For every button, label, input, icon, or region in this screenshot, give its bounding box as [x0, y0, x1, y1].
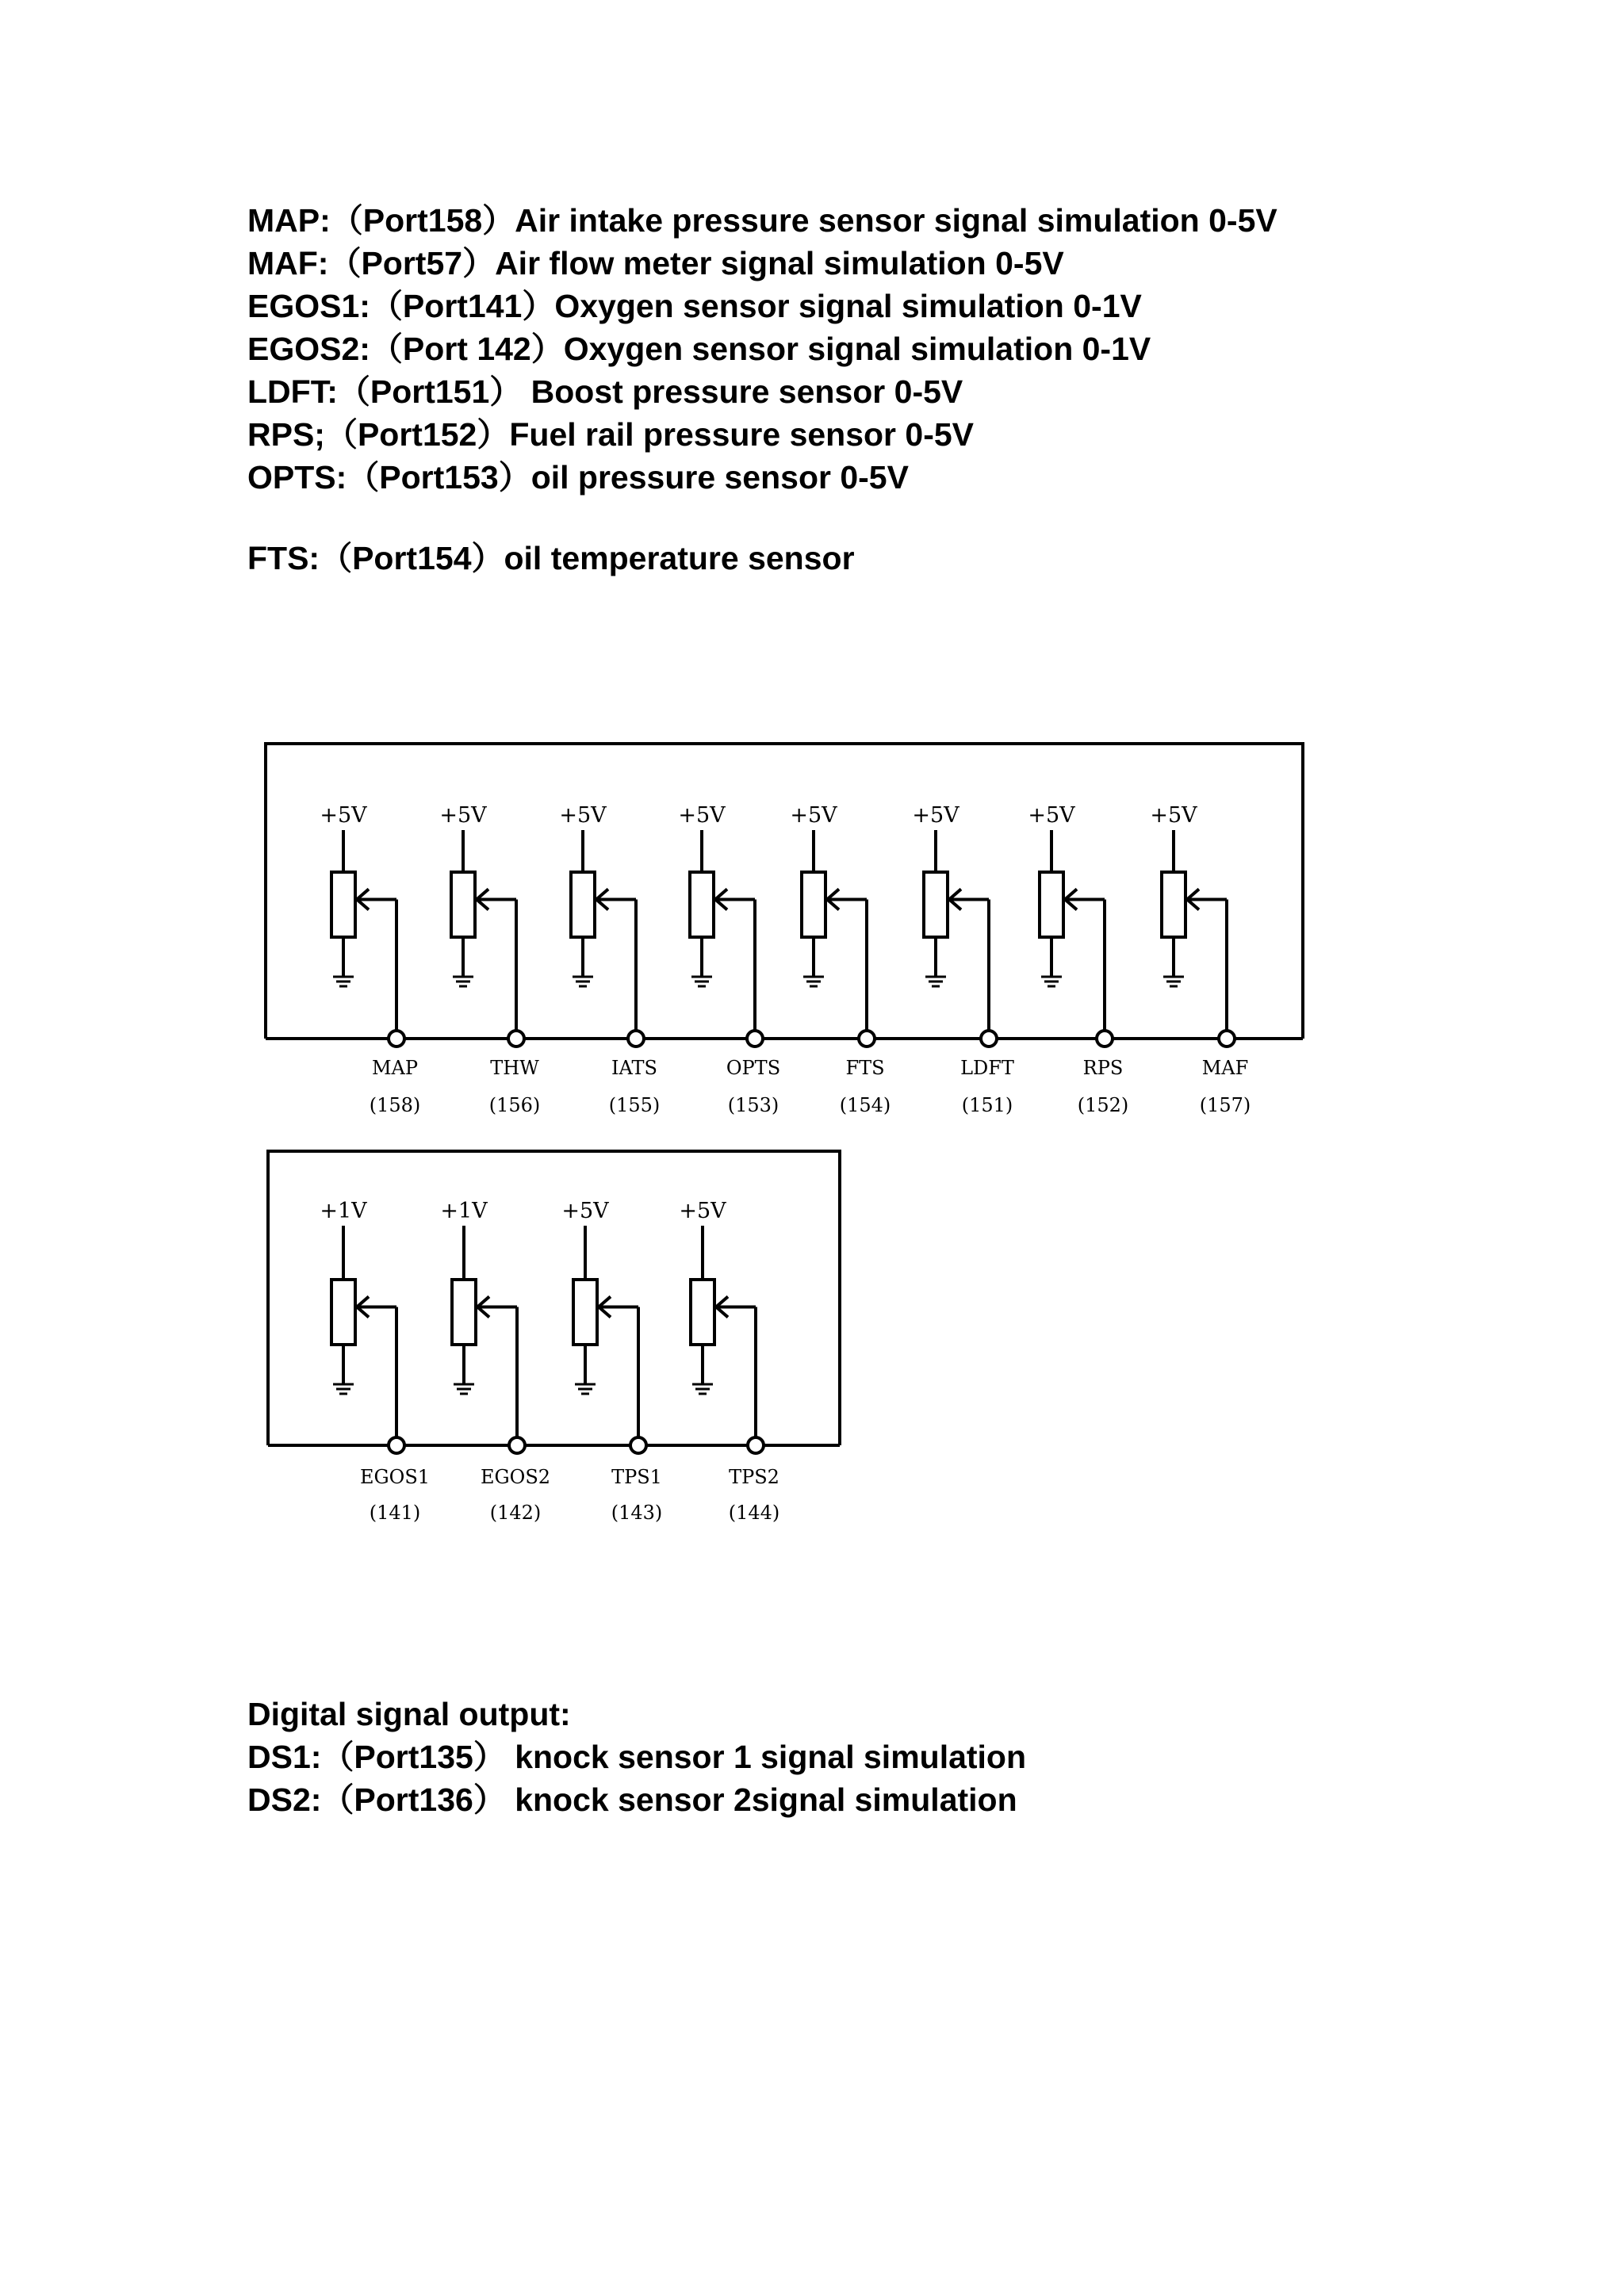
digital-output-ds1: DS1:（Port135） knock sensor 1 signal simulation [247, 1739, 1027, 1775]
sensor-name-label: EGOS2 [480, 1466, 551, 1488]
description-opts: OPTS:（Port153）oil pressure sensor 0-5V [247, 459, 909, 496]
sensor-name-label: TPS2 [729, 1466, 779, 1488]
supply-voltage-label: +1V [440, 1199, 488, 1223]
supply-voltage-label: +5V [912, 803, 959, 828]
sensor-iats [559, 803, 660, 1116]
digital-output-heading: Digital signal output: [247, 1696, 571, 1732]
terminal-icon [508, 1031, 524, 1047]
digital-output-ds2: DS2:（Port136） knock sensor 2signal simulation [247, 1781, 1017, 1818]
sensor-tps2 [679, 1199, 779, 1524]
sensor-name-label: IATS [611, 1057, 657, 1079]
port-number-label: (154) [839, 1094, 891, 1116]
terminal-icon [628, 1031, 644, 1047]
description-ldft: LDFT:（Port151） Boost pressure sensor 0-5V [247, 373, 963, 410]
port-number-label: (144) [728, 1502, 780, 1524]
supply-voltage-label: +5V [790, 803, 837, 828]
potentiometer-icon [331, 1280, 355, 1345]
supply-voltage-label: +5V [1028, 803, 1075, 828]
terminal-icon [630, 1437, 646, 1453]
supply-voltage-label: +5V [320, 803, 367, 828]
terminal-icon [389, 1437, 404, 1453]
description-maf: MAF:（Port57）Air flow meter signal simulation 0-5V [247, 245, 1064, 281]
supply-voltage-label: +5V [1150, 803, 1197, 828]
sensor-name-label: EGOS1 [359, 1466, 431, 1488]
port-number-label: (153) [727, 1094, 779, 1116]
enclosure-outline [266, 744, 1303, 1039]
potentiometer-icon [690, 872, 714, 937]
sensor-name-label: MAF [1201, 1057, 1249, 1079]
sensor-ldft [912, 803, 1014, 1116]
supply-voltage-label: +5V [559, 803, 607, 828]
potentiometer-icon [451, 872, 475, 937]
sensor-egos1 [320, 1199, 430, 1524]
sensor-name-label: TPS1 [611, 1466, 662, 1488]
port-number-label: (143) [611, 1502, 663, 1524]
sensor-rps [1028, 803, 1128, 1116]
supply-voltage-label: +5V [678, 803, 726, 828]
description-egos1: EGOS1:（Port141）Oxygen sensor signal simulation 0-1V [247, 288, 1142, 324]
sensor-thw [439, 803, 540, 1116]
terminal-icon [509, 1437, 525, 1453]
description-fts: FTS:（Port154）oil temperature sensor [247, 540, 855, 576]
terminal-icon [859, 1031, 875, 1047]
potentiometer-icon [571, 872, 595, 937]
sensor-name-label: MAP [371, 1057, 419, 1079]
diagram-bottom [268, 1151, 840, 1524]
potentiometer-icon [573, 1280, 597, 1345]
description-egos2: EGOS2:（Port 142）Oxygen sensor signal simulation 0-1V [247, 331, 1151, 367]
sensor-fts [790, 803, 891, 1116]
sensor-tps1 [561, 1199, 662, 1524]
potentiometer-icon [924, 872, 948, 937]
sensor-name-label: LDFT [960, 1057, 1014, 1079]
potentiometer-icon [691, 1280, 714, 1345]
potentiometer-icon [452, 1280, 476, 1345]
potentiometer-icon [331, 872, 355, 937]
description-rps: RPS;（Port152）Fuel rail pressure sensor 0-5V [247, 416, 975, 453]
port-number-label: (156) [488, 1094, 541, 1116]
supply-voltage-label: +5V [439, 803, 487, 828]
description-map: MAP:（Port158）Air intake pressure sensor signal simulation 0-5V [247, 202, 1277, 239]
terminal-icon [748, 1437, 764, 1453]
terminal-icon [981, 1031, 997, 1047]
supply-voltage-label: +5V [561, 1199, 609, 1223]
port-number-label: (152) [1077, 1094, 1129, 1116]
sensor-maf [1150, 803, 1251, 1116]
supply-voltage-label: +5V [679, 1199, 726, 1223]
sensor-name-label: RPS [1082, 1057, 1124, 1079]
terminal-icon [1219, 1031, 1235, 1047]
port-number-label: (141) [369, 1502, 421, 1524]
port-number-label: (157) [1199, 1094, 1251, 1116]
port-number-label: (155) [608, 1094, 661, 1116]
potentiometer-icon [802, 872, 825, 937]
supply-voltage-label: +1V [320, 1199, 367, 1223]
terminal-icon [1097, 1031, 1113, 1047]
sensor-name-label: OPTS [726, 1057, 781, 1079]
diagram-top [266, 744, 1303, 1116]
potentiometer-icon [1162, 872, 1185, 937]
port-number-label: (158) [369, 1094, 421, 1116]
terminal-icon [747, 1031, 763, 1047]
sensor-name-label: FTS [845, 1057, 885, 1079]
sensor-map [320, 803, 420, 1116]
port-number-label: (151) [961, 1094, 1013, 1116]
port-number-label: (142) [489, 1502, 542, 1524]
terminal-icon [389, 1031, 404, 1047]
sensor-egos2 [440, 1199, 550, 1524]
sensor-opts [678, 803, 780, 1116]
potentiometer-icon [1040, 872, 1063, 937]
sensor-name-label: THW [490, 1057, 539, 1079]
